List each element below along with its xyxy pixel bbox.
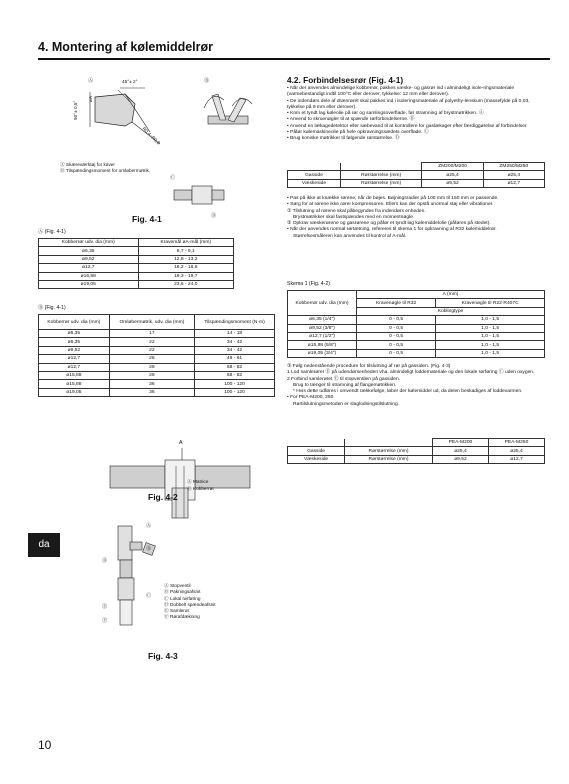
skema-head-r32: Kravenøgle til R32 [357, 299, 436, 307]
table-row: ø6,35 (1/4") 0 - 0,5 1,0 - 1,5 [288, 316, 545, 324]
fig42-legend-1: Ⓑ Kobberrør [187, 486, 215, 491]
table-row: Gasside Rørstørrelse (mm) ø25,4 ø25,4 [288, 447, 545, 455]
right-section-title: 4.2. Forbindelsesrør (Fig. 4-1) [287, 75, 404, 85]
table-row: ø6,35 8,7 - 9,1 [39, 247, 234, 255]
table-row: ø9,52 22 34 - 42 [39, 346, 275, 354]
right-bullets-1 [287, 86, 545, 142]
fig43-legend-item: Ⓕ Rørafdækning [164, 614, 200, 620]
bullet: ② Opkrav væskerørene og gasrørene og påfør et tyndt lag kølemiddelolie (påføres på stedet). [287, 221, 491, 226]
table-a [38, 238, 234, 289]
bullet: • For PEA-M200, 250 [287, 395, 334, 401]
table-row: ø9,52 (3/8") 0 - 0,5 1,0 - 1,5 [288, 324, 545, 332]
table-pea-header: PEA-M250 [488, 439, 544, 447]
table-row: ø19,05 23,6 - 24,0 [39, 280, 234, 288]
skema-title: Skema 1 (Fig. 4-2) [287, 281, 330, 287]
fig43-legend-item: Ⓑ Pakningsafsnit [164, 589, 201, 595]
fig41-angle-label: 45°± 2° [122, 79, 138, 84]
table-b-ref: Ⓑ (Fig. 4-1) [38, 305, 66, 311]
fig43-label-c: Ⓒ [146, 593, 152, 599]
bullet: Rørtilslutningsmetoden er slaglodningstilslutning. [293, 401, 400, 407]
table-row: ø19,05 (3/4") 0 - 0,5 1,0 - 1,5 [288, 349, 545, 357]
table-row: ø12,7 (1/2") 0 - 0,5 1,0 - 1,5 [288, 332, 545, 340]
fig41-legend-0: Ⓐ Skæreværktøj for kaver [60, 162, 115, 167]
table-row: ø6,35 17 14 - 18 [39, 330, 275, 338]
table-b [38, 314, 275, 397]
table-zm-header: ZM250/M250 [483, 163, 544, 171]
fig43-legend-item: Ⓓ Dobbelt spændeafsnit [164, 601, 216, 607]
bullet: • Anvend en lækagedetektor eller sæbevand til at kontrollere for gaslækager efter færdiggørelse af forbindelser. [287, 123, 528, 129]
skema-head-type: Koblingtype [357, 307, 545, 315]
bullet: Brug to tænger til stramning af flangemøtrikken. [293, 382, 397, 388]
bullet: • Sørg for at rørene ikke rører kompressoren. Ellers kan der opstå unormal støj eller vibrationer. [287, 202, 494, 208]
table-b-header: Kobberrør udv. dia (mm) [39, 315, 110, 330]
bullet: • Anvend to skruenøgler til at spænde rørforbindelserne. Ⓑ [287, 117, 415, 123]
title-rule [38, 58, 550, 60]
fig43-legend-item: Ⓐ Stopventil [164, 583, 191, 588]
fig41-dim-r: R0,4~R0,8 [141, 126, 161, 146]
table-row: ø9,52 12,8 - 13,2 [39, 255, 234, 263]
fig42-caption: Fig. 4-2 [148, 492, 178, 502]
table-row: ø15,88 29 68 - 82 [39, 371, 275, 379]
table-row: ø15,88 (5/8") 0 - 0,5 1,0 - 1,5 [288, 341, 545, 349]
bullet: Størrelsesmåleren kan anvendes til kontrol af A-mål. [293, 233, 407, 239]
table-zm [287, 162, 545, 188]
bullet: • Påfør kølemaskineolie på hele opkravningssædets overflade. Ⓒ [287, 129, 429, 135]
fig43-label-b: Ⓑ [146, 546, 152, 552]
table-pea [287, 438, 545, 464]
fig41-label-d: Ⓓ [211, 213, 217, 219]
bullet: 1 Lod samlerøret Ⓔ på udendørsenheden vha. almindeligt loddemateriale og den lokale rørføring Ⓒ uden oxygen. [287, 370, 535, 376]
bullet: • Brug koniske møtrikker til følgende rørstørrelse. Ⓓ [287, 136, 400, 141]
bullet: • Pas på ikke at knække rørene, når de bøjes. Bøjningsradier på 100 mm til 150 mm er passende. [287, 196, 499, 201]
fig41-legend-1: Ⓑ Tilspændingsmoment for omløbermøtrik. [60, 168, 151, 173]
skema-head-a: A (mm) [357, 291, 545, 299]
fig42-label-a: A [179, 440, 183, 446]
fitting-diagram [168, 176, 238, 216]
flare-diagram [70, 82, 170, 152]
table-a-header: Kravemål øA-mål (mm) [138, 239, 233, 247]
table-zm-header: ZM200/M200 [422, 163, 483, 171]
table-row: Væskeside Rørstørrelse (mm) ø9,52 ø12,7 [288, 455, 545, 463]
fig42-legend-0: Ⓐ Matrice [187, 479, 209, 484]
bullet: ③ Følg nedenstående procedure for tilslutning af rør på gassiden. (Fig. 4-3) [287, 364, 451, 369]
fig41-dim-a: øA [88, 96, 93, 102]
fig42-drawing [110, 448, 260, 528]
table-row: ø12,7 29 68 - 82 [39, 363, 275, 371]
bullet: • Når der anvendes almindelige kobberrør, pakkes væske- og gasrør ind i almindeligt isole-ringsmateriale (varmebestandigt indtil 100°C eller derover, tykkelse: 12 mm eller derover). [287, 86, 515, 98]
skema-head-r22: Kravenøgle til R22·R407C [436, 299, 545, 307]
table-row: Gasside Rørstørrelse (mm) ø25,4 ø25,4 [288, 171, 545, 179]
skema-head-col: Kobberrør udv. dia (mm) [288, 291, 357, 316]
table-b-header: Tilspændingsmoment (N·m) [195, 315, 275, 330]
language-tab: da [28, 533, 60, 557]
table-row: ø19,05 36 100 - 120 [39, 388, 275, 396]
fig41-angle-90: 90°± 0,5° [73, 100, 78, 120]
fig43-label-f: Ⓕ [102, 618, 108, 624]
table-skema [287, 290, 545, 358]
bullet: • Når der anvendes normal rørtætning, refereres til skema 1 for opkravning af R32 kølemiddelrør. [287, 227, 497, 233]
bullet: 2 Forbind samlerøret Ⓔ til stopventilen på gassiden. [287, 376, 401, 382]
table-a-header: Kobberrør udv. dia (mm) [39, 239, 139, 247]
page-number: 10 [38, 738, 52, 752]
fig43-label-d: Ⓓ [102, 558, 108, 564]
fig41-label-b: Ⓑ [204, 78, 210, 84]
fig41-caption: Fig. 4-1 [132, 214, 162, 224]
table-row: ø6,35 22 34 - 42 [39, 338, 275, 346]
bullet: Brystmøtrikker skal fastspændes med en momentnøgle. [293, 214, 415, 220]
fig43-legend-item: Ⓔ Samlerør [164, 608, 190, 614]
table-row: ø15,88 19,3 - 19,7 [39, 272, 234, 280]
fig43-caption: Fig. 4-3 [148, 651, 178, 661]
right-bullets-3 [287, 364, 545, 408]
wrench-diagram [198, 86, 258, 146]
table-b-header: Omløbermøtrik, udv. dia (mm) [109, 315, 194, 330]
fig43-label-a: Ⓐ [146, 523, 152, 529]
table-row: ø12,7 26 49 - 61 [39, 355, 275, 363]
table-row: ø15,88 36 100 - 120 [39, 380, 275, 388]
bullet: • De indendørs dele af drænrøret skal pakkes ind i isoleringsmateriale af polyethy-lenskum (massefylde på 0,03, tykkelse på 9 mm eller derover). [287, 98, 530, 110]
bullet: • Kom et tyndt lag køleolie på rør og samlingsoverflade, før stramning af brystmøtrikken. Ⓐ [287, 111, 484, 116]
fig43-legend [164, 583, 216, 621]
table-row: ø12,7 16,2 - 16,6 [39, 264, 234, 272]
table-row: Væskeside Rørstørrelse (mm) ø9,52 ø12,7 [288, 179, 545, 187]
bullet: ① Tilslutning af rørene skal påbegyndes fra indendørs enheden. [287, 208, 426, 214]
fig41-label-a: Ⓐ [88, 78, 94, 84]
fig43-label-e: Ⓔ [102, 604, 108, 610]
fig41-label-c: Ⓒ [170, 175, 176, 181]
fig43-legend-item: Ⓒ Lokal rørføring [164, 595, 201, 601]
table-a-ref: Ⓐ (Fig. 4-1) [38, 229, 66, 235]
bullet: * Hvis dette udføres i omvendt rækkefølge, løber der kølemiddel ud, da delen beskadiges af loddevarmen. [293, 389, 523, 394]
section-title: 4. Montering af kølemiddelrør [38, 40, 214, 54]
table-pea-header: PEA-M200 [432, 439, 488, 447]
right-bullets-2 [287, 196, 545, 240]
